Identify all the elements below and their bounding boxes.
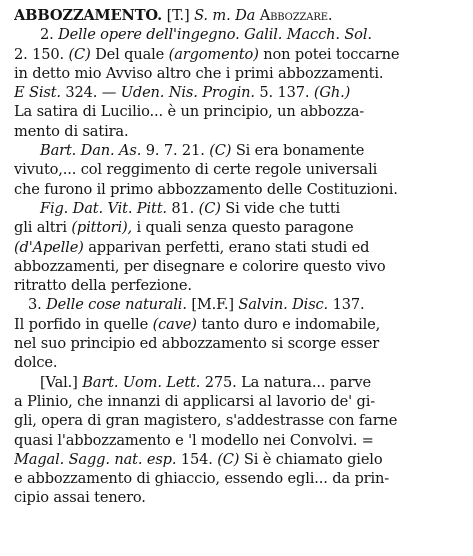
editor-tag: [M.F.] [191, 296, 234, 314]
text-line [14, 83, 465, 102]
sense-line [14, 25, 465, 44]
text-line [14, 315, 465, 334]
sense-number: 3. [28, 296, 42, 314]
citation-source: E Sist. [14, 84, 61, 102]
text-line [14, 276, 465, 295]
quote-gloss: (d'Apelle) [14, 238, 84, 256]
quote-text: ritratto della perfezione. [14, 277, 192, 295]
text-line [14, 238, 465, 257]
citation-source: Bart. Uom. Lett. [82, 373, 201, 391]
quote-text: vivuto,... col reggimento di certe regole universali [14, 161, 378, 179]
sense-definition: Delle cose naturali. [46, 296, 187, 314]
citation-source: Galil. Macch. Sol. [244, 26, 372, 44]
text-line [14, 488, 465, 507]
quote-gloss: (cave) [152, 315, 197, 333]
citation-tag: (C) [209, 142, 232, 160]
quote-text: che furono il primo abbozzamento delle Costituzioni. [14, 180, 398, 198]
sense-line [14, 295, 465, 314]
quote-text: a Plinio, che innanzi di applicarsi al lavorio de' gi- [14, 392, 375, 410]
entry-header-line [14, 6, 465, 25]
quote-text: Si vide che tutti [225, 199, 341, 217]
quote-text: apparivan perfetti, erano stati studi ed [88, 238, 370, 256]
entry-headword: ABBOZZAMENTO. [14, 7, 163, 24]
text-line [14, 180, 465, 199]
quote-text: abbozzamenti, per disegnare e colorire questo vivo [14, 257, 386, 275]
text-line [14, 218, 465, 237]
quote-text: dolce. [14, 354, 58, 372]
citation-tag: (Gh.) [313, 84, 351, 102]
text-line [14, 257, 465, 276]
quote-text: i quali senza questo paragone [136, 219, 354, 237]
quote-text: cipio assai tenero. [14, 489, 146, 507]
citation-ref: 324. — [65, 84, 117, 102]
citation-ref: 5. 137. [259, 84, 310, 102]
citation-ref: 154. [180, 450, 213, 468]
text-line [14, 469, 465, 488]
quote-text: quasi l'abbozzamento e 'l modello nei Convolvi. = [14, 431, 374, 449]
text-line [14, 122, 465, 141]
quote-text: Del quale [95, 45, 165, 63]
text-line [14, 431, 465, 450]
quote-text: tanto duro e indomabile, [201, 315, 381, 333]
citation-ref: 2. 150. [14, 45, 65, 63]
quote-text: gli, opera di gran magistero, s'addestrasse con farne [14, 412, 398, 430]
citation-source: Fig. Dat. Vit. Pitt. [40, 199, 167, 217]
citation-source: Uden. Nis. Progin. [120, 84, 255, 102]
quote-text: non potei toccarne [263, 45, 400, 63]
text-line [14, 64, 465, 83]
derivation-prefix: Da [235, 7, 256, 24]
citation-tag: (C) [198, 199, 221, 217]
text-line [14, 102, 465, 121]
citation-source: Magal. Sagg. nat. esp. [14, 450, 177, 468]
citation-tag: (C) [217, 450, 240, 468]
text-line [14, 411, 465, 430]
citation-ref: 9. 7. 21. [145, 142, 205, 160]
text-line [14, 353, 465, 372]
text-line [14, 199, 465, 218]
citation-ref: 81. [171, 199, 195, 217]
text-line [14, 334, 465, 353]
quote-text: Il porfido in quelle [14, 315, 149, 333]
text-line [14, 141, 465, 160]
editor-tag: [Val.] [40, 373, 78, 391]
quote-text: nel suo principio ed abbozzamento si scorge esser [14, 335, 380, 353]
citation-source: Bart. Dan. As. [40, 142, 142, 160]
quote-text: 275. La natura... parve [204, 373, 371, 391]
quote-text: mento di satira. [14, 122, 129, 140]
quote-gloss: (argomento) [168, 45, 259, 63]
text-line [14, 392, 465, 411]
text-line [14, 373, 465, 392]
quote-gloss: (pittori), [71, 219, 133, 237]
sense-definition: Delle opere dell'ingegno. [58, 26, 240, 44]
citation-tag: (C) [68, 45, 91, 63]
part-of-speech: S. m. [194, 7, 231, 24]
quote-text: Si è chiamato gielo [243, 450, 383, 468]
entry-tag: [T.] [166, 7, 190, 24]
quote-text: e abbozzamento di ghiaccio, essendo egli... da prin- [14, 470, 390, 488]
text-line [14, 160, 465, 179]
quote-text: gli altri [14, 219, 67, 237]
sense-number: 2. [40, 26, 54, 44]
quote-text: La satira di Lucilio... è un principio, un abbozza- [14, 103, 365, 121]
text-line [14, 45, 465, 64]
citation-source: Salvin. Disc. [238, 296, 329, 314]
citation-ref: 137. [332, 296, 365, 314]
quote-text: Si era bonamente [235, 142, 365, 160]
text-line [14, 450, 465, 469]
quote-text: in detto mio Avviso altro che i primi abbozzamenti. [14, 64, 384, 82]
source-headword: Abbozzare. [259, 7, 333, 24]
